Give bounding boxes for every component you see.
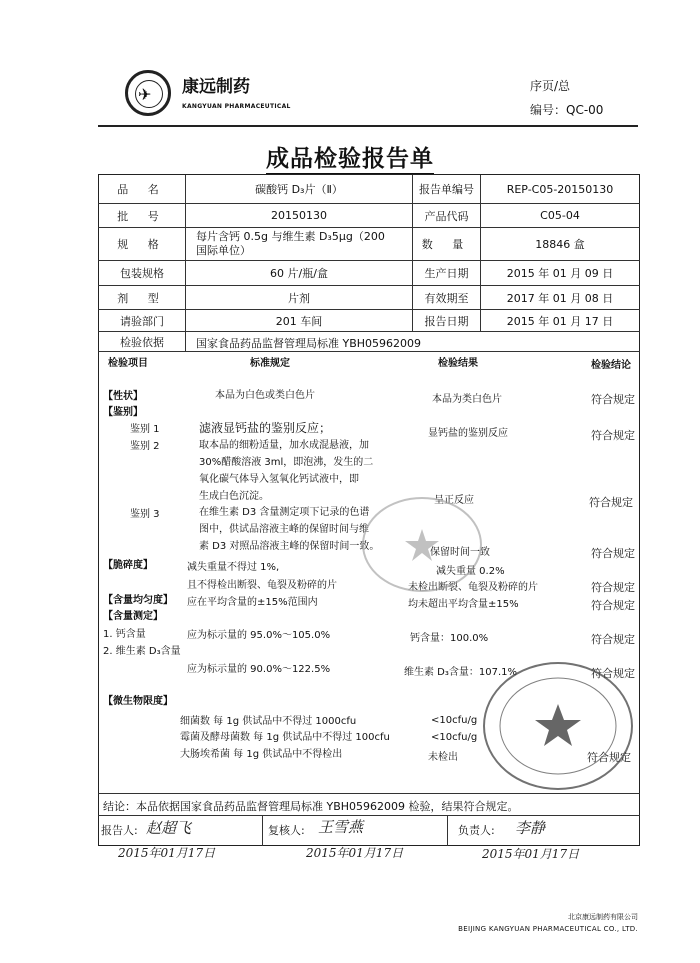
manager-signature: 李静 [515,819,546,837]
spec-value: 每片含钙 0.5g 与维生素 D₃5μg（200 国际单位） [196,230,385,257]
quality-inspection-stamp [483,662,633,790]
ident2-conclusion: 符合规定 [589,496,633,509]
quantity-value: 18846 盒 [535,238,585,251]
ident3-result: 保留时间一致 [430,547,490,558]
uniformity-standard: 应在平均含量的±15%范围内 [187,597,318,608]
reporter-date: 2015年01月17日 [118,846,216,860]
calcium-result: 钙含量：100.0% [410,633,489,644]
dosage-form-label: 剂 型 [117,291,167,305]
mfg-date-label: 生产日期 [424,267,469,280]
quantity-label: 数 量 [421,238,472,251]
ident1-label: 鉴别 1 [130,424,160,435]
page-number: 序页/总 [530,79,571,93]
company-logo [125,70,171,116]
ident3-label: 鉴别 3 [130,509,160,520]
batch-value: 20150130 [271,209,327,222]
company-name-en: KANGYUAN PHARMACEUTICAL [182,103,291,110]
ident3-conclusion: 符合规定 [591,547,635,560]
friability-result-2: 未检出断裂、龟裂及粉碎的片 [408,582,538,593]
report-date-value: 2015 年 01 月 17 日 [506,314,614,328]
footer-company-en: BEIJING KANGYUAN PHARMACEUTICAL CO., LTD. [458,925,638,933]
report-no-label: 报告单编号 [419,182,474,196]
footer-company-cn: 北京康远制药有限公司 [568,913,638,921]
ident1-result: 显钙盐的鉴别反应 [428,428,508,439]
packaging-label: 包装规格 [120,267,164,280]
batch-label: 批 号 [117,209,167,223]
crane-icon: ✈ [138,85,152,104]
row-divider [98,815,640,816]
col-head-conclusion: 检验结论 [591,360,631,371]
manager-date: 2015年01月17日 [482,847,580,861]
calcium-standard: 应为标示量的 95.0%～105.0% [187,630,331,641]
page-title: 成品检验报告单 [0,140,700,173]
reviewer-label: 复核人: [268,824,305,837]
friability-standard-2: 且不得检出断裂、龟裂及粉碎的片 [187,580,337,591]
oval-stamp [362,497,482,592]
traits-conclusion: 符合规定 [591,393,635,406]
bacteria-result: <10cfu/g [431,715,478,726]
friability-standard-1: 减失重量不得过 1%, [187,562,280,573]
expiry-label: 有效期至 [424,291,469,305]
ecoli-standard: 大肠埃希菌 每 1g 供试品中不得检出 [180,749,343,760]
code-value: C05-04 [540,209,580,222]
reporter-signature: 赵超飞 [146,819,192,837]
bacteria-standard: 细菌数 每 1g 供试品中不得过 1000cfu [180,716,357,727]
stamp-star-icon [485,664,631,788]
mold-result: <10cfu/g [431,732,478,743]
row-divider [98,793,640,794]
calcium-label: 1. 钙含量 [103,629,146,640]
expiry-value: 2017 年 01 月 08 日 [506,291,614,305]
product-label: 品 名 [117,183,167,196]
ident2-standard: 取本品的细粉适量，加水成混悬液，加 30%醋酸溶液 3ml，即泡沸，发生的二 氧化碳气体导入氢氧化钙试液中，即 生成白色沉淀。 [199,440,374,502]
ident2-result: 呈正反应 [434,495,474,506]
calcium-conclusion: 符合规定 [591,633,635,646]
reviewer-signature: 王雪燕 [318,818,364,836]
ident2-label: 鉴别 2 [130,441,160,452]
spec-label: 规 格 [117,238,167,251]
mfg-date-value: 2015 年 01 月 09 日 [506,267,614,280]
traits-label: 【性状】 [103,391,143,402]
col-head-standard: 标准规定 [250,358,290,369]
dosage-form-value: 片剂 [288,291,310,305]
basis-label: 检验依据 [120,335,164,349]
requesting-dept-label: 请验部门 [120,314,164,328]
document-number: 编号：QC-00 [530,103,604,117]
manager-label: 负责人: [458,824,495,837]
header-divider [98,125,638,127]
basis-value: 国家食品药品监督管理局标准 YBH05962009 [196,337,422,350]
uniformity-result: 均未超出平均含量±15% [408,599,519,610]
vitamin-d3-conclusion: 符合规定 [591,667,635,680]
microbial-conclusion: 符合规定 [587,751,631,764]
assay-label: 【含量测定】 [103,611,163,622]
oval-stamp-star-icon [364,499,480,590]
product-value: 碳酸钙 D₃片（Ⅱ） [255,183,343,196]
col-divider [262,815,263,846]
traits-standard: 本品为白色或类白色片 [215,390,315,401]
friability-conclusion: 符合规定 [591,581,635,594]
reviewer-date: 2015年01月17日 [306,846,404,860]
friability-result-1: 减失重量 0.2% [436,566,505,577]
mold-standard: 霉菌及酵母菌数 每 1g 供试品中不得过 100cfu [180,732,390,743]
vitamin-d3-label: 2. 维生素 D₃含量 [103,646,181,657]
traits-result: 本品为类白色片 [432,394,502,405]
requesting-dept-value: 201 车间 [275,314,323,328]
col-divider [447,815,448,846]
col-head-item: 检验项目 [108,358,148,369]
uniformity-conclusion: 符合规定 [591,599,635,612]
ident1-conclusion: 符合规定 [591,429,635,442]
ident1-standard: 滤液显钙盐的鉴别反应； [199,421,332,435]
conclusion-text: 结论：本品依据国家食品药品监督管理局标准 YBH05962009 检验，结果符合规定。 [103,800,519,813]
microbial-label: 【微生物限度】 [103,696,173,707]
code-label: 产品代码 [424,209,469,223]
packaging-value: 60 片/瓶/盒 [270,267,328,280]
ecoli-result: 未检出 [428,752,458,763]
report-date-label: 报告日期 [424,314,469,328]
reporter-label: 报告人: [101,824,138,837]
ident3-standard: 在维生素 D3 含量测定项下记录的色谱 图中，供试品溶液主峰的保留时间与维 素 D3 对照品溶液主峰的保留时间一致。 [199,507,380,552]
uniformity-label: 【含量均匀度】 [103,595,173,606]
report-no-value: REP-C05-20150130 [506,182,614,196]
col-head-result: 检验结果 [438,358,478,369]
vitamin-d3-standard: 应为标示量的 90.0%～122.5% [187,664,331,675]
row-divider [98,351,640,352]
identification-label: 【鉴别】 [103,407,143,418]
vitamin-d3-result: 维生素 D₃含量：107.1% [404,667,518,678]
company-name-cn: 康远制药 [182,77,250,97]
friability-label: 【脆碎度】 [103,560,153,571]
